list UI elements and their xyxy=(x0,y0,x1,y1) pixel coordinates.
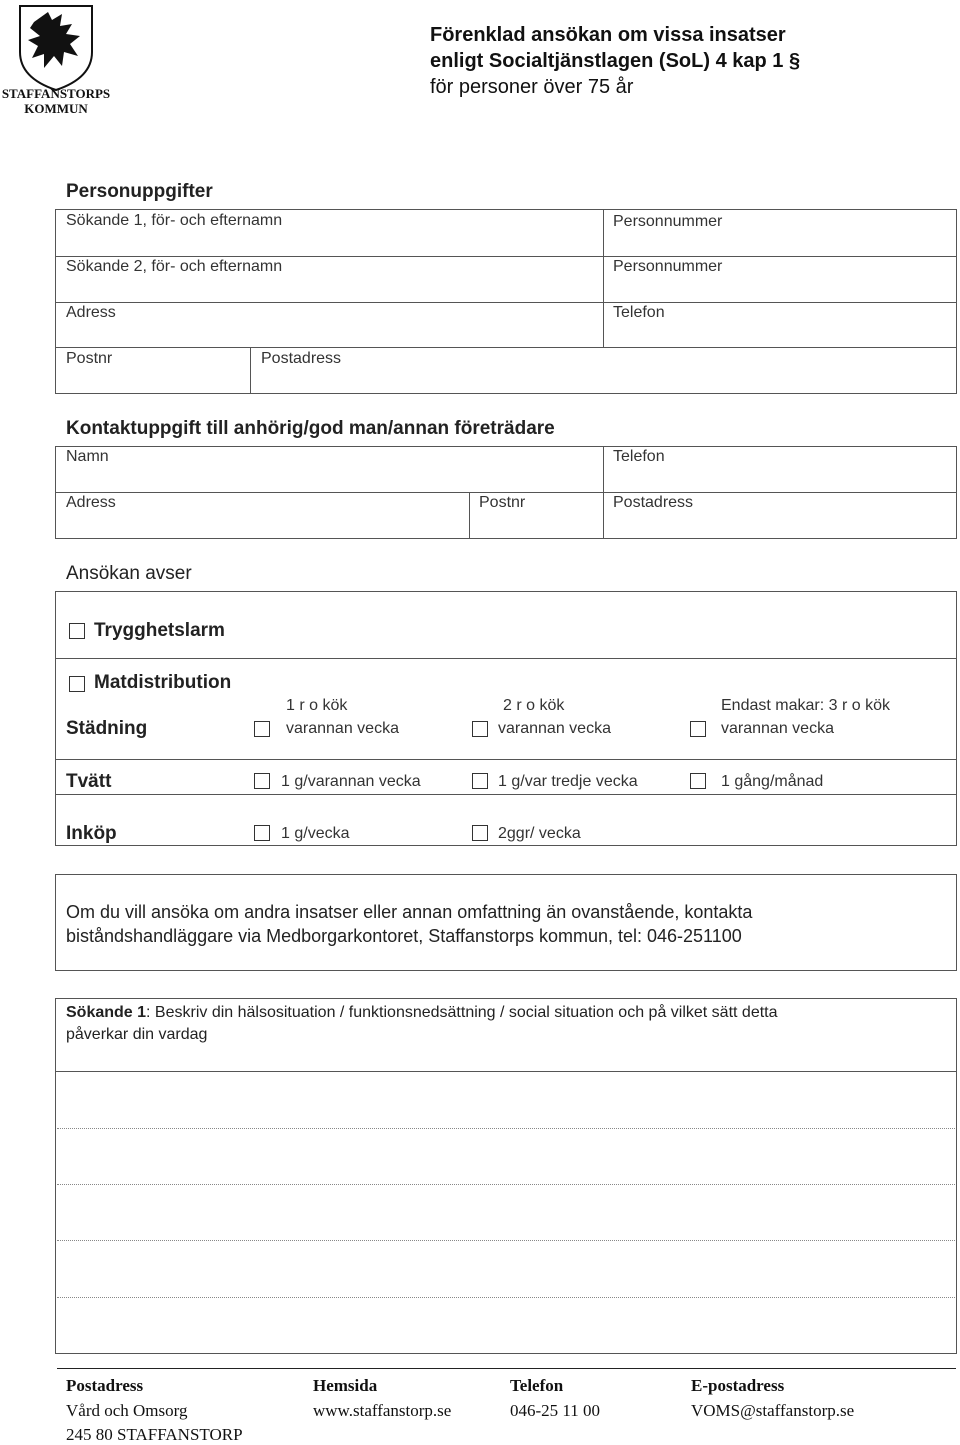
laundry-opt1-checkbox[interactable] xyxy=(254,773,270,789)
cleaning-opt3-checkbox[interactable] xyxy=(690,721,706,737)
laundry-opt3-label: 1 gång/månad xyxy=(721,773,824,790)
personal-heading: Personuppgifter xyxy=(66,181,213,202)
alarm-checkbox[interactable] xyxy=(69,623,85,639)
footer-website-link[interactable]: www.staffanstorp.se xyxy=(313,1401,452,1420)
cleaning-opt3-top: Endast makar: 3 r o kök xyxy=(721,697,890,714)
divider xyxy=(55,658,957,659)
laundry-label: Tvätt xyxy=(66,771,112,792)
footer-phone-value: 046-25 11 00 xyxy=(510,1401,601,1420)
divider xyxy=(55,492,957,493)
writing-line xyxy=(57,1240,955,1241)
cleaning-opt1-bottom: varannan vecka xyxy=(286,720,399,737)
footer-postadress-line1: Vård och Omsorg xyxy=(66,1401,188,1420)
laundry-opt1-label: 1 g/varannan vecka xyxy=(281,773,421,790)
logo-text-line1: STAFFANSTORPS xyxy=(1,86,111,101)
cleaning-opt2-top: 2 r o kök xyxy=(503,697,565,714)
alarm-label: Trygghetslarm xyxy=(94,620,225,641)
describe-text-2: påverkar din vardag xyxy=(66,1026,208,1043)
laundry-opt2-label: 1 g/var tredje vecka xyxy=(498,773,638,790)
divider xyxy=(55,347,957,348)
footer-phone-heading: Telefon xyxy=(510,1376,564,1395)
applicant2-name-field[interactable]: Sökande 2, för- och efternamn xyxy=(66,258,283,275)
municipality-logo xyxy=(0,0,112,120)
writing-line xyxy=(57,1297,955,1298)
applicant1-pnr-field[interactable]: Personnummer xyxy=(613,213,723,230)
shopping-opt1-checkbox[interactable] xyxy=(254,825,270,841)
phone-field[interactable]: Telefon xyxy=(613,304,665,321)
divider xyxy=(55,759,957,760)
logo-text-line2: KOMMUN xyxy=(24,101,88,116)
shopping-opt2-label: 2ggr/ vecka xyxy=(498,825,581,842)
footer-website-heading: Hemsida xyxy=(313,1376,378,1395)
food-checkbox[interactable] xyxy=(69,676,85,692)
shopping-opt2-checkbox[interactable] xyxy=(472,825,488,841)
divider xyxy=(55,256,957,257)
application-heading: Ansökan avser xyxy=(66,563,192,584)
contact-address-field[interactable]: Adress xyxy=(66,494,116,511)
cleaning-label: Städning xyxy=(66,718,148,739)
cleaning-opt1-top: 1 r o kök xyxy=(286,697,348,714)
contact-postnr-field[interactable]: Postnr xyxy=(479,494,526,511)
describe-prompt xyxy=(66,1002,946,1046)
address-field[interactable]: Adress xyxy=(66,304,116,321)
form-title xyxy=(430,22,800,100)
describe-applicant-label: Sökande 1 xyxy=(66,1004,147,1021)
cleaning-opt1-checkbox[interactable] xyxy=(254,721,270,737)
writing-line xyxy=(57,1128,955,1129)
info-line-2: biståndshandläggare via Medborgarkontoret, Staffanstorps kommun, tel: 046-251100 xyxy=(66,926,742,946)
footer-email-link[interactable]: VOMS@staffanstorp.se xyxy=(691,1401,855,1420)
postnr-field[interactable]: Postnr xyxy=(66,350,113,367)
applicant2-pnr-field[interactable]: Personnummer xyxy=(613,258,723,275)
shopping-opt1-label: 1 g/vecka xyxy=(281,825,350,842)
title-line-1: Förenklad ansökan om vissa insatser xyxy=(430,24,786,46)
contact-phone-field[interactable]: Telefon xyxy=(613,448,665,465)
contact-postadress-field[interactable]: Postadress xyxy=(613,494,694,511)
info-line-1: Om du vill ansöka om andra insatser eller annan omfattning än ovanstående, kontakta xyxy=(66,902,753,922)
divider xyxy=(469,492,470,539)
laundry-opt3-checkbox[interactable] xyxy=(690,773,706,789)
footer-email-heading: E-postadress xyxy=(691,1376,785,1395)
title-line-2: enligt Socialtjänstlagen (SoL) 4 kap 1 § xyxy=(430,50,801,72)
contact-heading: Kontaktuppgift till anhörig/god man/annan företrädare xyxy=(66,418,555,439)
cleaning-opt3-bottom: varannan vecka xyxy=(721,720,834,737)
shopping-label: Inköp xyxy=(66,823,117,844)
laundry-opt2-checkbox[interactable] xyxy=(472,773,488,789)
footer-rule xyxy=(57,1368,956,1369)
divider xyxy=(250,347,251,394)
cleaning-opt2-bottom: varannan vecka xyxy=(498,720,611,737)
title-line-3: för personer över 75 år xyxy=(430,76,634,98)
footer-postadress-line2: 245 80 STAFFANSTORP xyxy=(66,1425,243,1444)
contact-name-field[interactable]: Namn xyxy=(66,448,109,465)
describe-divider xyxy=(55,1071,957,1072)
divider xyxy=(603,209,604,348)
footer-postadress-heading: Postadress xyxy=(66,1376,144,1395)
food-label: Matdistribution xyxy=(94,672,232,693)
describe-text-1: : Beskriv din hälsosituation / funktionsnedsättning / social situation och på vilket sätt detta xyxy=(146,1004,778,1021)
describe-box[interactable] xyxy=(55,998,957,1354)
postadress-field[interactable]: Postadress xyxy=(261,350,342,367)
divider xyxy=(55,794,957,795)
applicant1-name-field[interactable]: Sökande 1, för- och efternamn xyxy=(66,212,283,229)
cleaning-opt2-checkbox[interactable] xyxy=(472,721,488,737)
writing-line xyxy=(57,1184,955,1185)
divider xyxy=(55,302,957,303)
divider xyxy=(603,446,604,539)
